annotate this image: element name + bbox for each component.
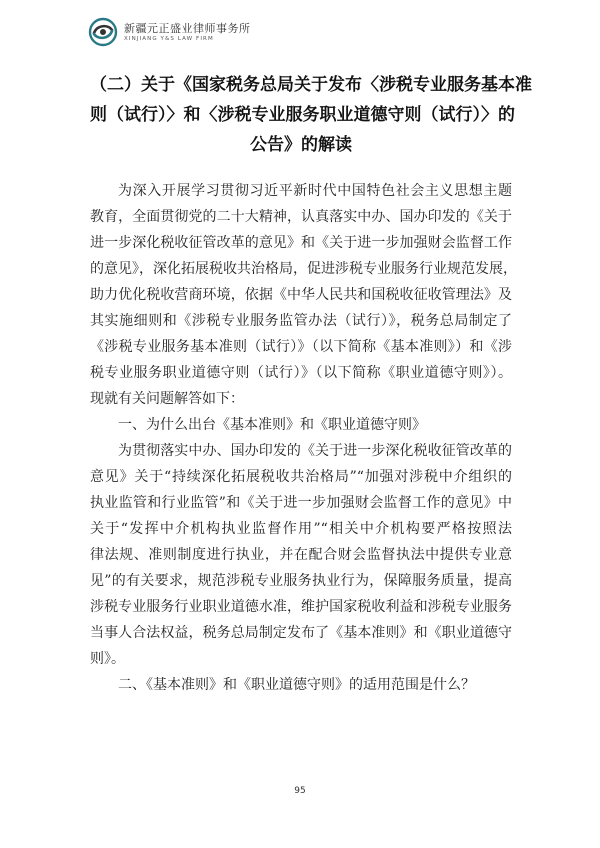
circular-swirl-logo-icon [88,17,118,47]
section-heading-1: 一、为什么出台《基本准则》和《职业道德守则》 [118,417,426,433]
firm-name-cn: 新疆元正盛业律师事务所 [124,21,251,35]
paragraph-line: 意见》关于“持续深化拓展税收共治格局”“加强对涉税中介组织的 [90,469,512,485]
document-title [90,70,532,160]
paragraph-line: 的意见》，深化拓展税收共治格局，促进涉税专业服务行业规范发展， [90,261,517,277]
title-line-1: （二）关于《国家税务总局关于发布〈涉税专业服务基本准 [90,75,532,95]
paragraph-line: 则》。 [90,651,125,667]
paragraph-line: 见”的有关要求，规范涉税专业服务执业行为，保障服务质量，提高 [90,573,512,589]
paragraph-line: 教育，全面贯彻党的二十大精神，认真落实中办、国办印发的《关于 [90,209,512,225]
title-line-2: 则（试行）〉和〈涉税专业服务职业道德守则（试行）〉的 [90,105,515,125]
paragraph-line: 为贯彻落实中办、国办印发的《关于进一步深化税收征管改革的 [118,443,512,459]
paragraph-line: 关于“发挥中介机构执业监督作用”“相关中介机构要严格按照法 [90,521,512,537]
paragraph-line: 现就有关问题解答如下： [90,391,244,407]
paragraph-line: 为深入开展学习贯彻习近平新时代中国特色社会主义思想主题 [118,183,512,199]
firm-header [88,14,251,50]
section-heading-2: 二、《基本准则》和《职业道德守则》的适用范围是什么？ [118,677,475,693]
paragraph-line: 《涉税专业服务基本准则（试行）》（以下简称《基本准则》）和《涉 [90,339,512,355]
firm-name-en: XINJIANG Y&S LAW FIRM [124,35,214,42]
firm-name [124,22,251,43]
paragraph-line: 律法规、准则制度进行执业，并在配合财会监督执法中提供专业意 [90,547,512,563]
paragraph-line: 其实施细则和《涉税专业服务监管办法（试行）》，税务总局制定了 [90,313,512,329]
paragraph-line: 涉税专业服务行业职业道德水准，维护国家税收利益和涉税专业服务 [90,599,512,615]
paragraph-line: 税专业服务职业道德守则（试行）》（以下简称《职业道德守则》）。 [90,365,512,381]
title-line-3: 公告》的解读 [250,135,352,155]
document-body [90,178,517,698]
paragraph-line: 当事人合法权益，税务总局制定发布了《基本准则》和《职业道德守 [90,625,512,641]
paragraph-line: 助力优化税收营商环境，依据《中华人民共和国税收征收管理法》及 [90,287,512,303]
paragraph-line: 进一步深化税收征管改革的意见》和《关于进一步加强财会监督工作 [90,235,512,251]
paragraph-line: 执业监管和行业监管”和《关于进一步加强财会监督工作的意见》中 [90,495,512,511]
page-number: 95 [294,786,306,796]
